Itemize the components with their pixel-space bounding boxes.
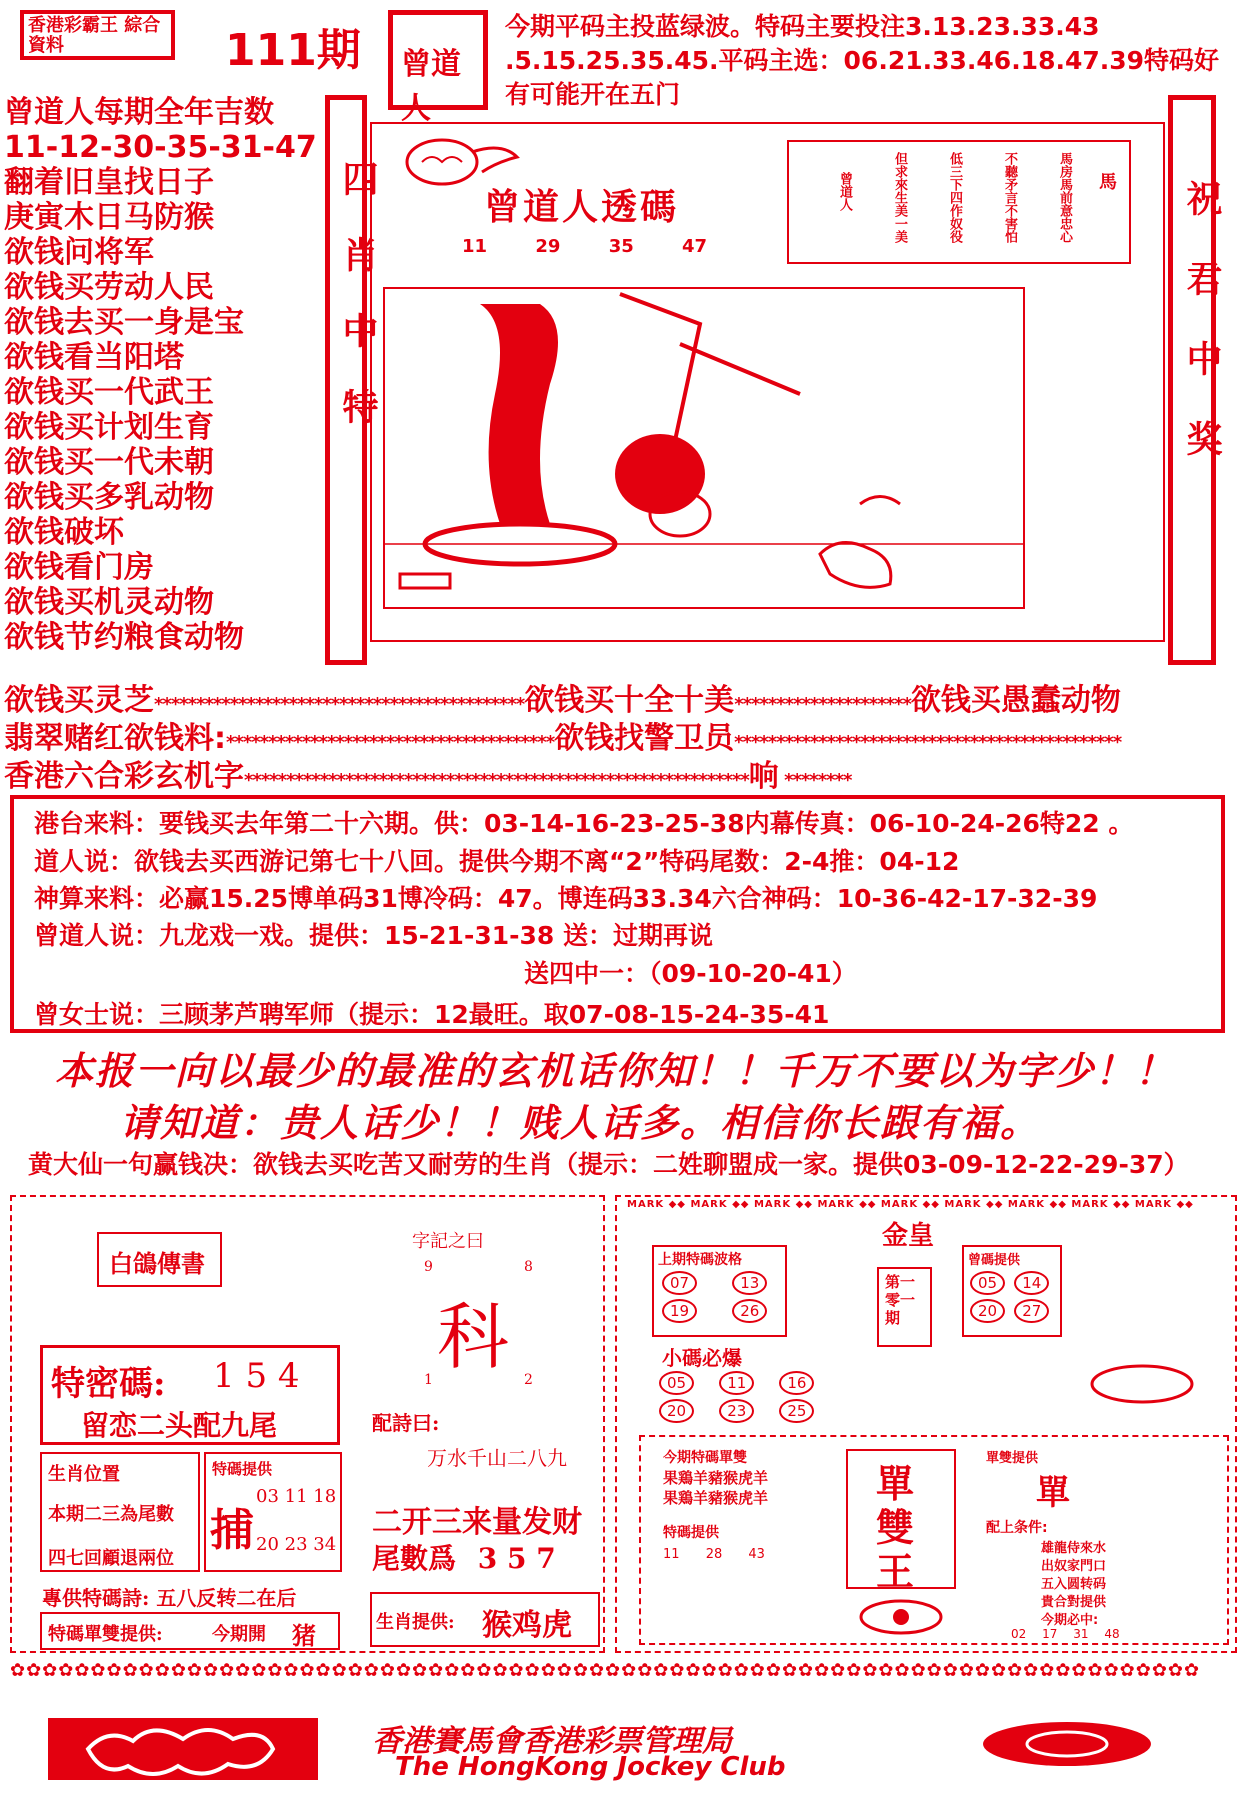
number-circle: 05 xyxy=(970,1271,1005,1295)
dotted-row-1-stars: ******************************************** xyxy=(154,694,525,715)
info-row: 曾道人说：九龙戏一戏。提供：15-21-31-38 送：过期再说 xyxy=(34,921,713,950)
code-numbers-row-2: 20 23 34 xyxy=(256,1534,337,1555)
char-num-bl: 1 xyxy=(424,1372,433,1388)
slogan-2: 请知道：贵人话少！！贱人话多。相信你长跟有福。 xyxy=(120,1100,1041,1145)
tree-painting-icon xyxy=(380,284,1030,614)
bottom-number: 48 xyxy=(1104,1627,1120,1641)
number-circle: 05 xyxy=(659,1371,694,1395)
today-label: 今期必中: xyxy=(1041,1613,1099,1628)
last-wave-label: 上期特碼波格 xyxy=(658,1252,742,1268)
number-circle: 19 xyxy=(662,1299,697,1323)
left-list-line: 欲钱看当阳塔 xyxy=(4,340,184,375)
number-circle: 23 xyxy=(719,1399,754,1423)
ellipse-emblem-icon xyxy=(980,1720,1155,1768)
bold-fortune-line: 二开三来量发财 xyxy=(372,1505,582,1540)
header-line-3: 有可能开在五门 xyxy=(505,80,681,109)
dotted-row-2-left: 翡翠赌红欲钱料: xyxy=(4,721,226,756)
king-char: 王 xyxy=(876,1549,915,1594)
scroll-number: 11 xyxy=(462,236,488,257)
left-list-line: 欲钱看门房 xyxy=(4,550,154,585)
scroll-right-roller xyxy=(1168,95,1222,665)
other-condition-line: 五入圆转码 xyxy=(1041,1577,1107,1592)
logo-text: 香港彩霸王 綜合資料 xyxy=(28,15,161,56)
single-double-label: 特碼單雙提供: xyxy=(48,1624,163,1645)
guess-numbers xyxy=(968,1269,1063,1325)
other-big-char: 單 xyxy=(1036,1473,1070,1513)
poem-line: 低三下四作奴役 xyxy=(947,152,962,243)
number-circle: 25 xyxy=(779,1399,814,1423)
code-numbers-row-1: 03 11 18 xyxy=(256,1486,337,1507)
char-num-tl: 9 xyxy=(424,1259,433,1275)
header-line-1: 今期平码主投蓝绿波。特码主要投注3.13.23.33.43 xyxy=(505,12,1100,41)
big-char: 科 xyxy=(437,1295,510,1379)
poem-label: 配詩曰: xyxy=(372,1411,440,1435)
code-side-label: 特碼提供 xyxy=(212,1460,273,1478)
poem-tip-label: 專供特碼詩: xyxy=(42,1586,150,1610)
issue-center-label: 第一零一期 xyxy=(885,1273,916,1327)
special-number: 11 xyxy=(663,1547,680,1562)
footer-org-cn: 香港賽馬會香港彩票管理局 xyxy=(372,1724,732,1759)
single-double-line: 果鶏羊豬猴虎羊 xyxy=(663,1469,769,1487)
zodiac-box xyxy=(40,1452,200,1572)
zodiac-provide-box xyxy=(370,1592,600,1647)
pigeon-title: 白鴿傳書 xyxy=(109,1249,205,1278)
special-code-box xyxy=(40,1345,340,1445)
number-circle: 27 xyxy=(1014,1299,1049,1323)
bottom-number: 02 xyxy=(1011,1627,1027,1641)
header-line-2: .5.15.25.35.45.平码主选：06.21.33.46.18.47.39特码好 xyxy=(505,46,1220,75)
gold-king-brand: 金皇 xyxy=(882,1221,935,1251)
slogan-1: 本报一向以最少的最准的玄机话你知！！千万不要以为字少！！ xyxy=(55,1048,1176,1093)
guess-box xyxy=(962,1245,1062,1337)
scroll-numbers xyxy=(462,236,707,257)
scroll-left-roller xyxy=(325,95,378,665)
single-double-title: 今期特碼單雙 xyxy=(663,1450,747,1466)
poem-tip xyxy=(42,1582,296,1611)
tail-number-label: 尾數爲 xyxy=(372,1542,457,1575)
poem-tip-value: 五八反转二在后 xyxy=(156,1586,297,1610)
header-main-text xyxy=(505,10,1219,112)
logo-box xyxy=(20,10,175,60)
special-provide-numbers xyxy=(663,1547,765,1562)
info-row: 曾女士说：三顾茅芦聘军师（提示：12最旺。取07-08-15-24-35-41 xyxy=(34,1000,830,1029)
other-condition-line: 出奴家門口 xyxy=(1041,1559,1107,1574)
flower-border: ✿✿✿✿✿✿✿✿✿✿✿✿✿✿✿✿✿✿✿✿✿✿✿✿✿✿✿✿✿✿✿✿✿✿✿✿✿✿✿✿✿✿✿✿✿✿✿✿✿✿✿✿✿✿✿✿✿✿✿✿✿✿✿✿✿✿✿✿✿✿✿✿✿✿ xyxy=(10,1660,1201,1681)
special-number: 43 xyxy=(748,1547,765,1562)
special-provide-label: 特碼提供 xyxy=(663,1525,719,1541)
tail-number xyxy=(372,1537,556,1577)
catch-char: 捕 xyxy=(210,1505,254,1556)
flower-emblem-icon xyxy=(856,1597,946,1637)
last-wave-numbers xyxy=(660,1269,785,1325)
info-box xyxy=(10,795,1225,1033)
special-number: 28 xyxy=(705,1547,723,1562)
last-wave-box xyxy=(652,1245,787,1337)
cloud-logo-icon xyxy=(48,1718,318,1780)
number-circle: 26 xyxy=(732,1299,767,1323)
number-circle: 13 xyxy=(732,1271,767,1295)
scroll-number: 29 xyxy=(535,236,561,257)
king-char: 雙 xyxy=(876,1505,915,1550)
other-condition-line: 貴合對提供 xyxy=(1041,1595,1107,1610)
info-row: 港台来料：要钱买去年第二十六期。供：03-14-16-23-25-38内幕传真：06-10-24-26特22 。 xyxy=(34,809,1134,838)
small-code-label: 小碼必爆 xyxy=(662,1346,742,1370)
zodiac-label: 生肖位置 xyxy=(48,1464,120,1485)
seal-text: 曾道人 xyxy=(401,47,461,126)
left-list-line: 欲钱买一代武王 xyxy=(4,375,214,410)
issue-number: 111期 xyxy=(225,25,361,76)
number-circle: 20 xyxy=(970,1299,1005,1323)
dotted-row-3 xyxy=(4,751,851,795)
left-list-line: 欲钱买多乳动物 xyxy=(4,480,214,515)
code-numbers-box xyxy=(204,1452,342,1572)
poem-box xyxy=(787,140,1131,264)
char-num-tr: 8 xyxy=(524,1259,533,1275)
scroll-number: 47 xyxy=(682,236,708,257)
dotted-row-3-mid: 响 xyxy=(748,759,779,794)
char-header: 字記之曰 xyxy=(412,1231,484,1252)
scroll-left-text: 四肖中特 xyxy=(337,160,378,464)
scroll-title: 曾道人透碼 xyxy=(484,186,680,228)
footer-org-en: The HongKong Jockey Club xyxy=(395,1752,786,1782)
special-code-hint: 留恋二头配九尾 xyxy=(81,1409,278,1442)
dotted-row-1-left: 欲钱买灵芝 xyxy=(4,683,154,718)
other-title: 單雙提供 xyxy=(986,1451,1039,1466)
zodiac-provide-label: 生肖提供: xyxy=(376,1612,455,1633)
dotted-row-3-left: 香港六合彩玄机字 xyxy=(4,759,244,794)
other-condition-label: 配上条件: xyxy=(986,1520,1048,1536)
left-list-line: 欲钱破坏 xyxy=(4,515,124,550)
panel-left xyxy=(10,1195,605,1653)
issue-center-box xyxy=(877,1267,932,1347)
number-circle: 07 xyxy=(662,1271,697,1295)
dotted-row-2-stars: ********************************************** xyxy=(734,732,1122,753)
wong-tai-sin-line: 黄大仙一句赢钱决：欲钱去买吃苦又耐劳的生肖（提示：二姓聊盟成一家。提供03-09-12-22-29-37） xyxy=(28,1150,1189,1179)
left-list-line: 欲钱节约粮食动物 xyxy=(4,620,244,655)
poem-line: 但求來生美一美 xyxy=(892,152,907,243)
tail-number-value: 3 5 7 xyxy=(477,1542,556,1575)
left-list-line: 欲钱买计划生育 xyxy=(4,410,214,445)
dotted-row-1-right: 欲钱买愚蠢动物 xyxy=(910,683,1121,718)
info-row: 道人说：欲钱去买西游记第七十八回。提供今期不离“2”特码尾数：2-4推：04-12 xyxy=(34,847,960,876)
pigeon-title-box xyxy=(97,1232,222,1287)
info-row: 送四中一：（09-10-20-41） xyxy=(524,959,857,988)
seal xyxy=(388,10,488,126)
dotted-row-1-mid: 欲钱买十全十美 xyxy=(524,683,735,718)
mark-border-top: MARK ◆◆ MARK ◆◆ MARK ◆◆ MARK ◆◆ MARK ◆◆ MARK ◆◆ MARK ◆◆ MARK ◆◆ MARK ◆◆ xyxy=(627,1199,1194,1210)
king-char: 單 xyxy=(876,1461,915,1506)
poem-line: 不聽矛言不害怕 xyxy=(1002,152,1017,243)
number-circle: 14 xyxy=(1014,1271,1049,1295)
footer-right-emblem xyxy=(980,1720,1155,1768)
scroll-right-text: 祝君中奖 xyxy=(1181,180,1222,500)
zodiac-line-1: 本期二三為尾數 xyxy=(48,1504,174,1525)
poem-text: 万水千山二八九 xyxy=(427,1446,567,1470)
left-list-line: 欲钱买机灵动物 xyxy=(4,585,214,620)
number-circle: 16 xyxy=(779,1371,814,1395)
panel-right xyxy=(615,1195,1237,1653)
bottom-number: 31 xyxy=(1073,1627,1089,1641)
king-box xyxy=(846,1449,956,1594)
poem-line: 馬房馬前意忠心 xyxy=(1057,152,1072,243)
left-list xyxy=(4,95,317,655)
pig-zodiac: 猪 xyxy=(292,1621,316,1650)
guess-label: 曾碼提供 xyxy=(968,1253,1021,1268)
dotted-row-3-stars: ******** xyxy=(778,770,852,791)
small-code-numbers xyxy=(657,1369,857,1425)
bottom-numbers xyxy=(1011,1627,1120,1641)
oval-seal-icon xyxy=(1087,1362,1197,1407)
other-condition-line: 雄龍侍來水 xyxy=(1041,1541,1107,1556)
single-double-line: 果鶏羊豬猴虎羊 xyxy=(663,1489,769,1507)
special-code-value: 1 5 4 xyxy=(213,1356,300,1396)
single-double-panel xyxy=(639,1435,1229,1645)
single-double-box xyxy=(40,1612,340,1650)
left-list-line: 欲钱去买一身是宝 xyxy=(4,305,244,340)
info-row: 神算来料：必赢15.25博单码31博冷码：47。博连码33.34六合神码：10-36-42-17-32-39 xyxy=(34,884,1098,913)
poem-title: 馬 xyxy=(1096,172,1117,190)
dotted-row-2-mid: 欲钱找警卫员 xyxy=(554,721,735,756)
left-list-line: 欲钱问将军 xyxy=(4,235,154,270)
dotted-row-3-stars: ************************************************************ xyxy=(244,770,749,791)
scroll-picture xyxy=(370,122,1165,642)
char-num-br: 2 xyxy=(524,1372,533,1388)
left-list-line: 庚寅木日马防猴 xyxy=(4,200,214,235)
left-list-numbers: 11-12-30-35-31-47 xyxy=(4,130,317,165)
number-circle: 20 xyxy=(659,1399,694,1423)
left-list-line: 翻着旧皇找日子 xyxy=(4,165,214,200)
left-list-line: 欲钱买劳动人民 xyxy=(4,270,214,305)
poem-author: 曾道人 xyxy=(837,172,852,211)
footer-left-logo xyxy=(48,1718,318,1780)
scroll-number: 35 xyxy=(608,236,634,257)
dotted-row-2-stars: *************************************** xyxy=(226,732,555,753)
number-circle: 11 xyxy=(719,1371,754,1395)
left-list-line: 欲钱买一代未朝 xyxy=(4,445,214,480)
dotted-row-1-stars: ********************* xyxy=(734,694,911,715)
zodiac-provide-value: 猴鸡虎 xyxy=(482,1608,572,1643)
special-code-label: 特密碼: xyxy=(51,1364,166,1404)
single-double-value: 今期開 xyxy=(212,1624,266,1645)
left-list-title: 曾道人每期全年吉数 xyxy=(4,95,274,130)
bottom-number: 17 xyxy=(1042,1627,1058,1641)
zodiac-line-2: 四七回顧退兩位 xyxy=(48,1548,174,1569)
